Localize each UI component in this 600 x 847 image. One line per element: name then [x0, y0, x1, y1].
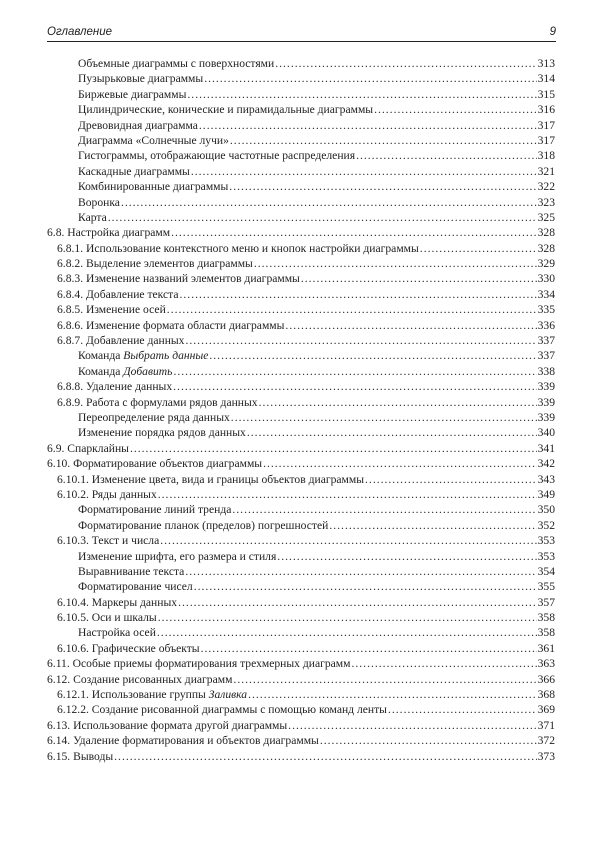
toc-entry[interactable] [47, 225, 555, 240]
toc-entry-text: Форматирование линий тренда [78, 503, 232, 517]
toc-entry[interactable] [47, 641, 555, 656]
toc-entry-title [78, 210, 107, 225]
toc-entry[interactable] [47, 333, 555, 348]
dot-leader [114, 749, 536, 764]
toc-entry[interactable] [47, 164, 555, 179]
dot-leader [194, 579, 537, 594]
dot-leader [277, 549, 536, 564]
toc-entry[interactable] [47, 672, 555, 687]
toc-entry-text: 6.10.2. Ряды данных [57, 487, 157, 501]
toc-entry-title [78, 148, 355, 163]
toc-entry-text: Форматирование планок (пределов) погрешностей [78, 518, 329, 532]
toc-entry-page: 330 [537, 272, 555, 286]
toc-entry-page: 354 [537, 564, 555, 578]
toc-entry-text: 6.8.8. Удаление данных [57, 380, 173, 394]
dot-leader [201, 641, 537, 656]
toc-entry-italic-text: Заливка [208, 688, 248, 702]
toc-entry-text: Карта [78, 210, 107, 224]
toc-entry-title [57, 687, 247, 702]
dot-leader [329, 518, 536, 533]
dot-leader [158, 487, 537, 502]
toc-entry[interactable] [47, 610, 555, 625]
header-title: Оглавление [47, 26, 112, 38]
toc-entry-text: 6.8.5. Изменение осей [57, 303, 166, 317]
dot-leader [180, 287, 537, 302]
toc-entry[interactable] [47, 348, 555, 363]
toc-entry-page: 328 [537, 226, 555, 240]
toc-entry[interactable] [47, 441, 555, 456]
toc-entry[interactable] [47, 195, 555, 210]
toc-entry-text: 6.8.3. Изменение названий элементов диаграммы [57, 272, 300, 286]
dot-leader [232, 502, 536, 517]
toc-entry[interactable] [47, 564, 555, 579]
dot-leader [185, 333, 536, 348]
toc-entry-title [57, 610, 157, 625]
dot-leader [199, 118, 537, 133]
toc-entry[interactable] [47, 395, 555, 410]
toc-entry-page: 342 [537, 457, 555, 471]
toc-entry-page: 363 [537, 657, 555, 671]
toc-entry-page: 343 [537, 472, 555, 486]
dot-leader [233, 672, 536, 687]
toc-entry-text: Биржевые диаграммы [78, 87, 187, 101]
toc-entry-title [57, 287, 179, 302]
toc-entry-title [47, 656, 350, 671]
toc-entry-page: 373 [537, 749, 555, 763]
toc-entry-text: Форматирование чисел [78, 580, 193, 594]
dot-leader [209, 348, 536, 363]
toc-entry-page: 313 [537, 57, 555, 70]
toc-entry-text: Каскадные диаграммы [78, 164, 190, 178]
toc-entry-title [78, 425, 246, 440]
toc-entry-text: 6.10.6. Графические объекты [57, 641, 200, 655]
toc-entry-title [78, 179, 228, 194]
toc-entry-title [78, 564, 184, 579]
toc-entry-page: 357 [537, 595, 555, 609]
toc-entry-title [78, 348, 208, 363]
toc-entry[interactable] [47, 241, 555, 256]
toc-entry-page: 349 [537, 487, 555, 501]
toc-entry-text: Диаграмма «Солнечные лучи» [78, 133, 229, 147]
toc-entry[interactable] [47, 456, 555, 471]
toc-entry[interactable] [47, 410, 555, 425]
dot-leader [275, 56, 536, 71]
toc-entry-page: 358 [537, 626, 555, 640]
toc-entry-text: 6.8. Настройка диаграмм [47, 226, 171, 240]
toc-entry[interactable] [47, 318, 555, 333]
toc-entry-text: Цилиндрические, конические и пирамидальные диаграммы [78, 103, 374, 117]
toc-entry[interactable] [47, 302, 555, 317]
toc-entry-text: Выравнивание текста [78, 564, 185, 578]
toc-entry-page: 315 [537, 87, 555, 101]
toc-entry-title [57, 241, 419, 256]
toc-entry-text: Переопределение ряда данных [78, 410, 230, 424]
toc-entry-title [57, 395, 258, 410]
toc-entry-title [57, 533, 159, 548]
toc-entry[interactable] [47, 364, 555, 379]
toc-entry[interactable] [47, 579, 555, 594]
toc-entry[interactable] [47, 472, 555, 487]
toc-entry-title [78, 625, 156, 640]
dot-leader [388, 702, 537, 717]
toc-entry-title [47, 225, 170, 240]
toc-entry-title [78, 164, 190, 179]
toc-entry-page: 338 [537, 364, 555, 378]
toc-entry-page: 317 [537, 118, 555, 132]
toc-entry-page: 339 [537, 410, 555, 424]
toc-entry-text: 6.10.4. Маркеры данных [57, 595, 178, 609]
toc-entry-page: 328 [537, 241, 555, 255]
toc-entry-title [78, 56, 274, 71]
toc-entry-page: 352 [537, 518, 555, 532]
toc-entry-page: 317 [537, 133, 555, 147]
dot-leader [356, 148, 537, 163]
toc-entry[interactable] [47, 148, 555, 163]
toc-entry-page: 371 [537, 718, 555, 732]
toc-entry-title [57, 256, 253, 271]
toc-entry[interactable] [47, 749, 555, 764]
dot-leader [259, 395, 537, 410]
dot-leader [191, 164, 537, 179]
toc-entry-text: 6.12.2. Создание рисованной диаграммы с помощью команд ленты [57, 703, 387, 717]
toc-entry-title [47, 733, 319, 748]
toc-entry-title [78, 87, 186, 102]
toc-entry-page: 353 [537, 549, 555, 563]
toc-entry-text: 6.11. Особые приемы форматирования трехмерных диаграмм [47, 657, 351, 671]
dot-leader [178, 595, 537, 610]
dot-leader [158, 610, 537, 625]
toc-entry-text: Изменение шрифта, его размера и стиля [78, 549, 277, 563]
toc-entry-title [78, 118, 198, 133]
toc-entry-page: 323 [537, 195, 555, 209]
toc-entry-title [78, 410, 230, 425]
toc-entry-page: 369 [537, 703, 555, 717]
dot-leader [288, 718, 536, 733]
dot-leader [320, 733, 537, 748]
dot-leader [247, 425, 537, 440]
toc-entry-text: 6.15. Выводы [47, 749, 114, 763]
toc-entry-page: 372 [537, 734, 555, 748]
toc-entry-title [57, 702, 387, 717]
toc-entry-title [78, 502, 231, 517]
toc-entry-page: 334 [537, 287, 555, 301]
toc-entry-page: 318 [537, 149, 555, 163]
dot-leader [157, 625, 537, 640]
toc-entry-page: 336 [537, 318, 555, 332]
toc-entry-page: 350 [537, 503, 555, 517]
toc-entry-page: 361 [537, 641, 555, 655]
toc-entry[interactable] [47, 502, 555, 517]
dot-leader [263, 456, 537, 471]
toc-entry-text: 6.12.1. Использование группы [57, 688, 209, 702]
toc-entry-page: 314 [537, 72, 555, 86]
toc-entry-italic-text: Выбрать данные [123, 349, 209, 363]
toc-entry-page: 353 [537, 534, 555, 548]
toc-entry-text: 6.10.3. Текст и числа [57, 534, 160, 548]
toc-entry-page: 368 [537, 688, 555, 702]
toc-entry-title [57, 595, 177, 610]
toc-entry[interactable] [47, 133, 555, 148]
dot-leader [374, 102, 537, 117]
toc-entry[interactable] [47, 287, 555, 302]
toc-entry-text: 6.8.4. Добавление текста [57, 287, 179, 301]
toc-entry[interactable] [47, 256, 555, 271]
toc-entry-title [57, 318, 284, 333]
toc-entry-page: 339 [537, 395, 555, 409]
toc-entry[interactable] [47, 549, 555, 564]
dot-leader [173, 379, 536, 394]
toc-entry-title [57, 641, 200, 656]
toc-entry[interactable] [47, 179, 555, 194]
toc-entry[interactable] [47, 687, 555, 702]
dot-leader [301, 271, 537, 286]
toc-entry-text: Гистограммы, отображающие частотные распределения [78, 149, 356, 163]
toc-entry-text: Воронка [78, 195, 120, 209]
dot-leader [230, 133, 537, 148]
dot-leader [121, 195, 537, 210]
toc-entry[interactable] [47, 518, 555, 533]
running-header [47, 25, 556, 42]
toc-entry[interactable] [47, 118, 555, 133]
toc-entry[interactable] [47, 533, 555, 548]
toc-entry-text: Древовидная диаграмма [78, 118, 198, 132]
dot-leader [420, 241, 537, 256]
dot-leader [204, 71, 536, 86]
dot-leader [160, 533, 536, 548]
toc-entry-page: 329 [537, 257, 555, 271]
toc-entry-text: 6.12. Создание рисованных диаграмм [47, 672, 233, 686]
toc-entry-title [78, 195, 120, 210]
toc-entry-title [47, 441, 129, 456]
toc-entry-text: 6.8.2. Выделение элементов диаграммы [57, 257, 253, 271]
toc-entry-text: 6.8.1. Использование контекстного меню и кнопок настройки диаграммы [57, 241, 419, 255]
dot-leader [254, 256, 537, 271]
toc-entry-page: 316 [537, 103, 555, 117]
toc-entry-page: 340 [537, 426, 555, 440]
toc-entry[interactable] [47, 56, 555, 71]
dot-leader [130, 441, 537, 456]
toc-entry-title [78, 71, 203, 86]
toc-entry[interactable] [47, 379, 555, 394]
toc-entry-title [47, 672, 232, 687]
toc-entry[interactable] [47, 595, 555, 610]
dot-leader [248, 687, 537, 702]
toc-entry-title [47, 718, 287, 733]
toc-entry-title [57, 472, 364, 487]
toc-entry-page: 335 [537, 303, 555, 317]
toc-entry[interactable] [47, 271, 555, 286]
toc-entry-page: 366 [537, 672, 555, 686]
page-number: 9 [549, 26, 556, 38]
toc-entry[interactable] [47, 87, 555, 102]
toc-entry-title [57, 302, 166, 317]
toc-entry-text: Объемные диаграммы с поверхностями [78, 57, 275, 70]
toc-entry-text: 6.10.5. Оси и шкалы [57, 611, 157, 625]
dot-leader [285, 318, 536, 333]
toc-entry-page: 337 [537, 334, 555, 348]
toc-entry[interactable] [47, 656, 555, 671]
toc-entry[interactable] [47, 733, 555, 748]
toc-entry[interactable] [47, 718, 555, 733]
dot-leader [171, 225, 537, 240]
toc-entry-title [47, 456, 262, 471]
dot-leader [187, 87, 536, 102]
toc-entry-text: 6.13. Использование формата другой диаграммы [47, 718, 288, 732]
dot-leader [365, 472, 537, 487]
toc-entry-title [78, 549, 276, 564]
toc-entry-page: 325 [537, 210, 555, 224]
toc-entry-page: 358 [537, 611, 555, 625]
dot-leader [167, 302, 537, 317]
dot-leader [108, 210, 537, 225]
toc-entry[interactable] [47, 425, 555, 440]
toc-entry-title [57, 333, 184, 348]
toc-entry-title [57, 271, 300, 286]
toc-entry-title [47, 749, 113, 764]
toc-entry-text: 6.10.1. Изменение цвета, вида и границы объектов диаграммы [57, 472, 365, 486]
table-of-contents [47, 56, 555, 764]
toc-entry[interactable] [47, 702, 555, 717]
dot-leader [231, 410, 537, 425]
toc-entry-page: 339 [537, 380, 555, 394]
toc-entry-title [78, 133, 229, 148]
toc-entry[interactable] [47, 487, 555, 502]
toc-entry-page: 322 [537, 180, 555, 194]
dot-leader [351, 656, 536, 671]
toc-entry-page: 321 [537, 164, 555, 178]
toc-entry-page: 355 [537, 580, 555, 594]
dot-leader [229, 179, 536, 194]
toc-entry-text: Комбинированные диаграммы [78, 180, 229, 194]
toc-entry[interactable] [47, 102, 555, 117]
toc-entry-italic-text: Добавить [123, 364, 173, 378]
toc-entry-text: Настройка осей [78, 626, 156, 640]
toc-entry-title [78, 102, 373, 117]
toc-entry-text: Команда [78, 349, 124, 363]
toc-entry-page: 341 [537, 441, 555, 455]
dot-leader [173, 364, 536, 379]
toc-entry[interactable] [47, 210, 555, 225]
toc-entry-text: 6.10. Форматирование объектов диаграммы [47, 457, 263, 471]
toc-entry-text: Пузырьковые диаграммы [78, 72, 204, 86]
toc-entry-text: 6.8.9. Работа с формулами рядов данных [57, 395, 258, 409]
toc-entry-title [78, 364, 172, 379]
toc-entry[interactable] [47, 71, 555, 86]
dot-leader [185, 564, 536, 579]
toc-entry[interactable] [47, 625, 555, 640]
toc-entry-text: 6.9. Спарклайны [47, 441, 129, 455]
toc-entry-page: 337 [537, 349, 555, 363]
toc-entry-text: 6.8.7. Добавление данных [57, 334, 185, 348]
toc-entry-text: 6.14. Удаление форматирования и объектов диаграммы [47, 734, 319, 748]
toc-entry-title [78, 579, 193, 594]
toc-entry-title [57, 487, 157, 502]
toc-entry-title [78, 518, 328, 533]
toc-entry-text: Команда [78, 364, 124, 378]
toc-entry-text: Изменение порядка рядов данных [78, 426, 246, 440]
toc-entry-text: 6.8.6. Изменение формата области диаграммы [57, 318, 285, 332]
toc-entry-title [57, 379, 172, 394]
